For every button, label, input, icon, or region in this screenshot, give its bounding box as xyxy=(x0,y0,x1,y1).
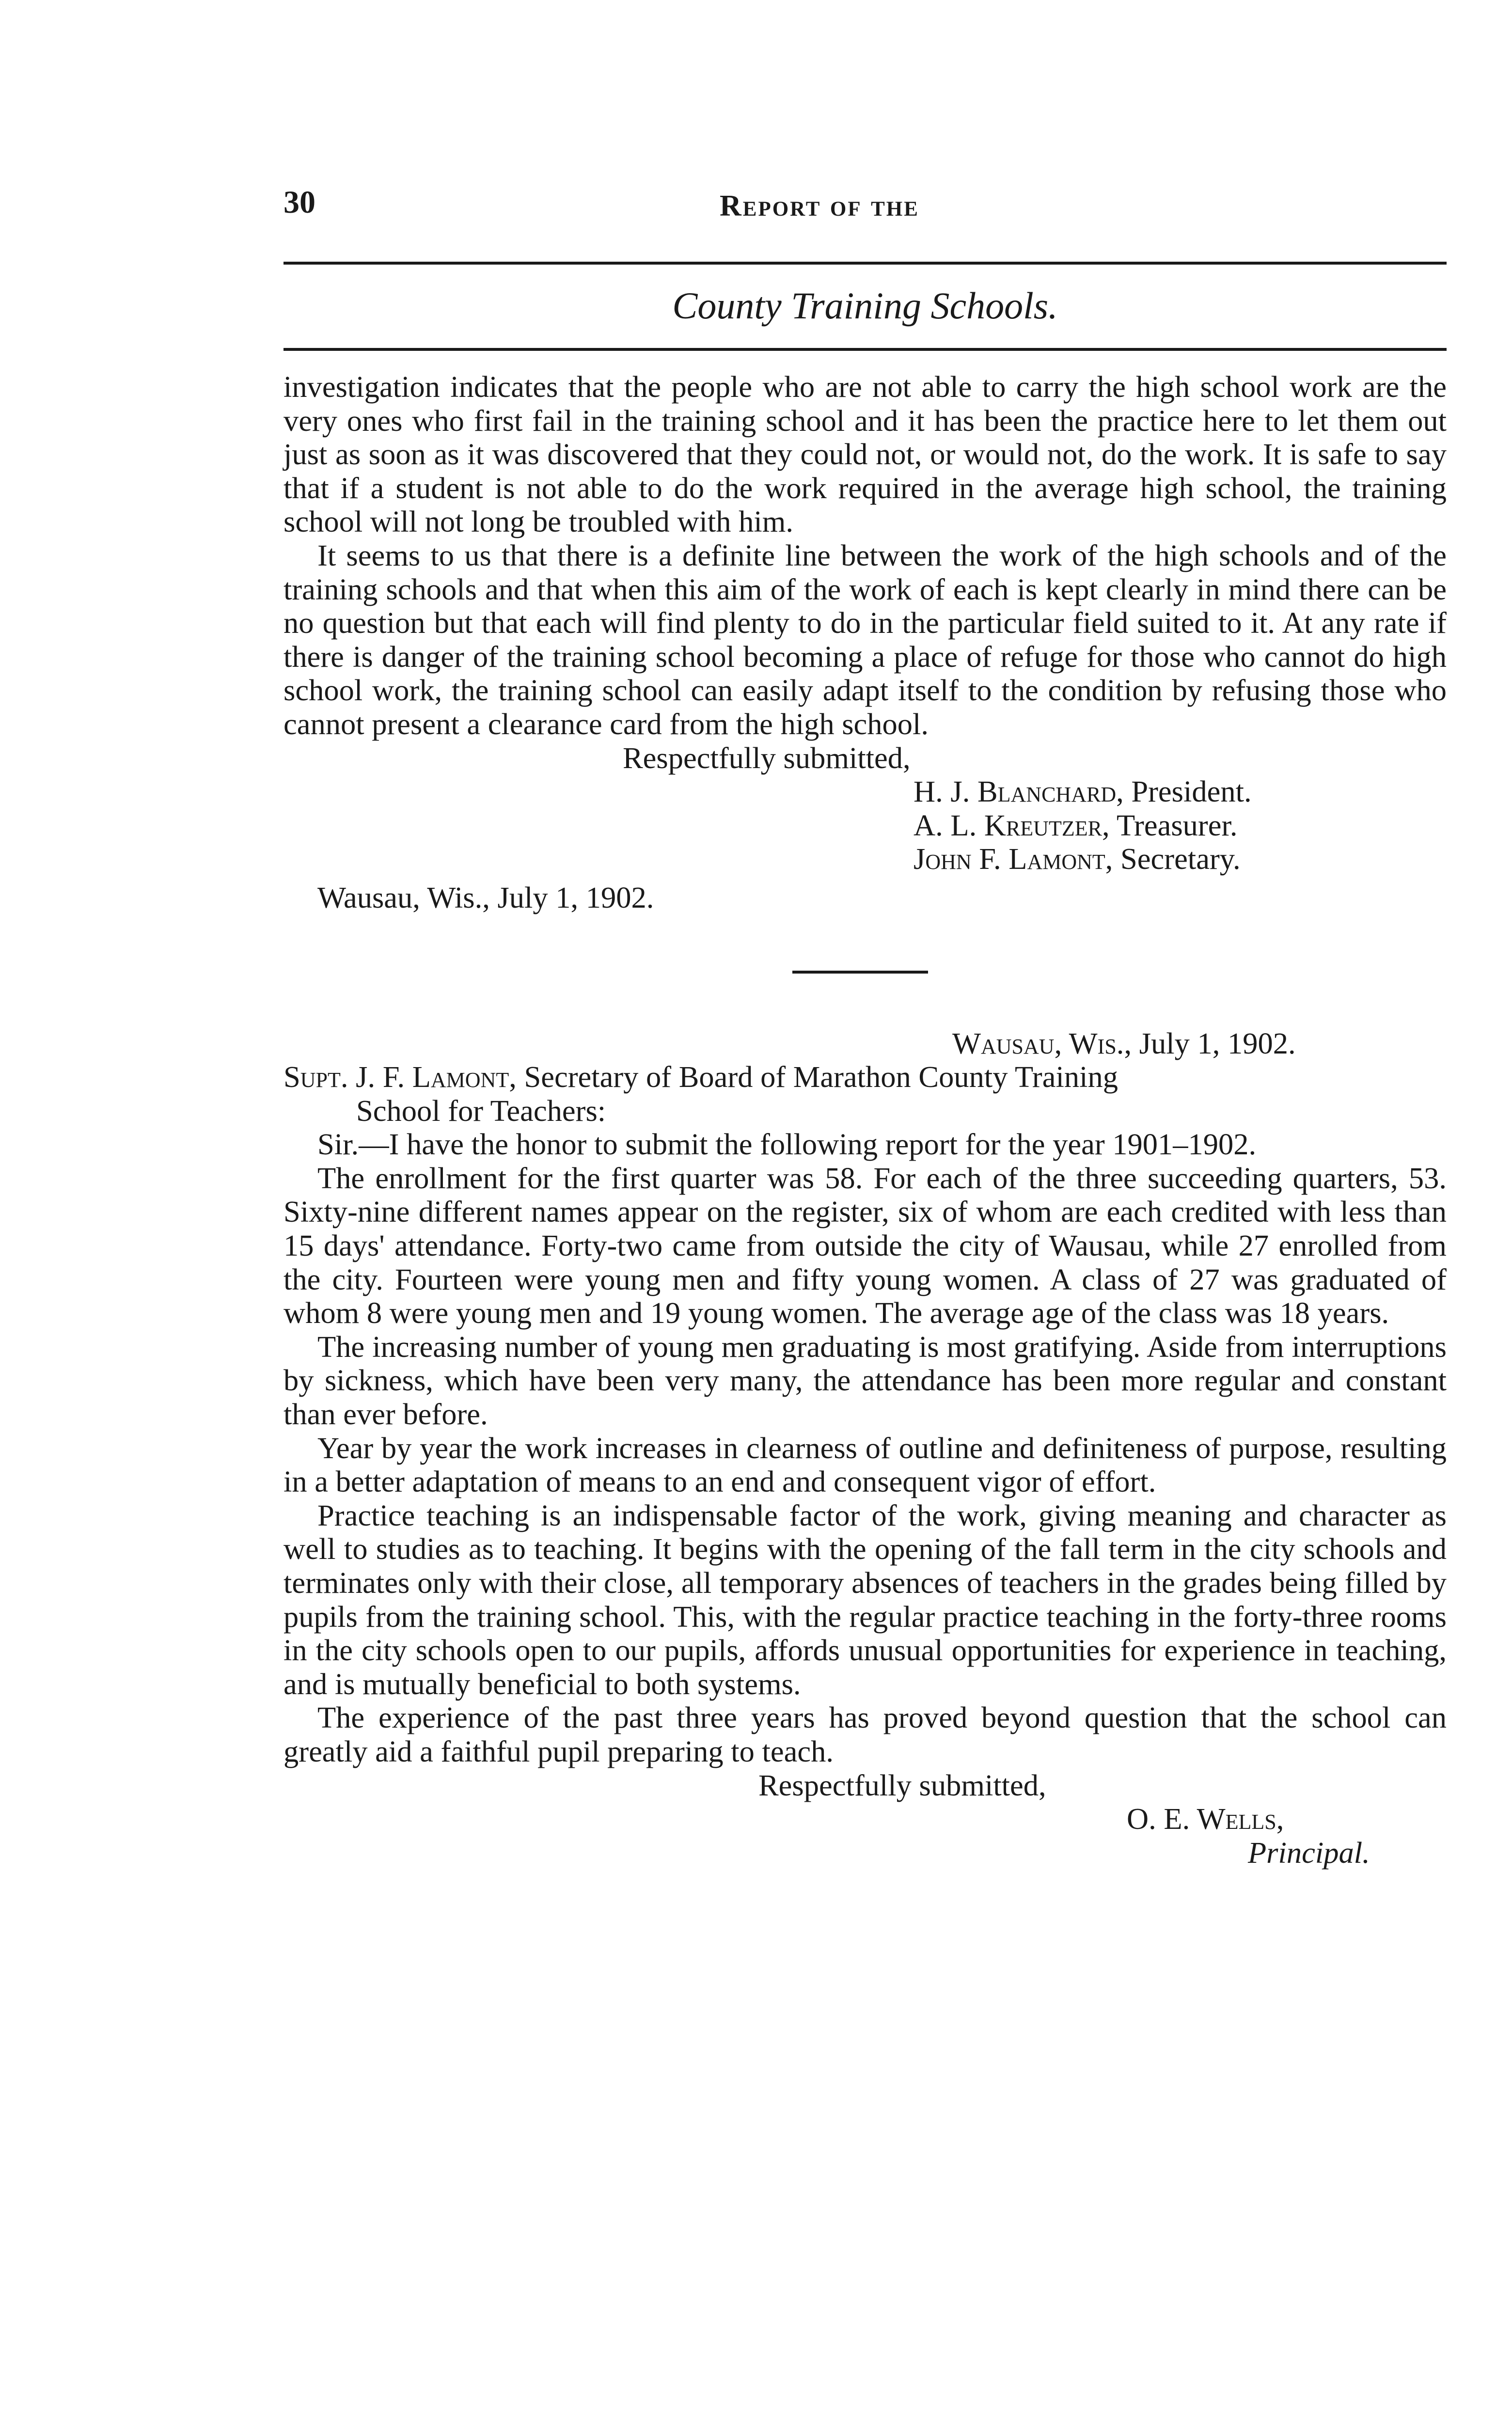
paragraph: Practice teaching is an indispensable factor of the work, giving meaning and character as well to studies as to teaching. It begins with the opening of the fall term in the city schools and terminates only with their close, all temporary absences of teachers in the grades being filled by pupils from the training school. This, with the regular practice teaching in the forty-three rooms in the city schools open to our pupils, affords unusual opportunities for experience in teaching, and is mutually beneficial to both systems. xyxy=(284,1498,1447,1701)
closing-line: Respectfully submitted, xyxy=(623,740,911,775)
place-date: Wausau, Wis., July 1, 1902. xyxy=(317,880,654,914)
signer-title: , Secretary. xyxy=(1105,842,1241,876)
signer-name: O. E. Wells, xyxy=(1127,1802,1284,1836)
document-page xyxy=(284,174,1447,1870)
paragraph: Year by year the work increases in clearness of outline and definiteness of purpose, resulting in a better adaptation of means to an end and consequent vigor of effort. xyxy=(284,1431,1447,1499)
page-header xyxy=(284,174,1447,233)
addressee-line xyxy=(284,1060,1447,1094)
salutation: Sir.—I have the honor to submit the following report for the year 1901–1902. xyxy=(317,1127,1257,1162)
signer-name: John F. Lamont xyxy=(914,842,1105,876)
signer-line xyxy=(284,775,1447,809)
dateline-place: Wausau, Wis. xyxy=(952,1026,1124,1060)
section-title: County Training Schools. xyxy=(672,284,1058,327)
addressee-rest: , Secretary of Board of Marathon County Training xyxy=(509,1060,1118,1094)
closing-line: Respectfully submitted, xyxy=(758,1768,1046,1802)
paragraph: The experience of the past three years has proved beyond question that the school can greatly aid a faithful pupil preparing to teach. xyxy=(284,1700,1447,1768)
paragraph: The increasing number of young men graduating is most gratifying. Aside from interruptions by sickness, which have been very many, the attendance has been more regular and constant than ever before. xyxy=(284,1329,1447,1432)
paragraph: investigation indicates that the people who are not able to carry the high school work are the very ones who first fail in the training school and it has been the practice here to let them out just as soon as it was discovered that they could not, or would not, do the work. It is safe to say that if a student is not able to do the work required in the average high school, the training school will not long be troubled with him. xyxy=(284,370,1447,539)
addressee-continuation: School for Teachers: xyxy=(356,1093,606,1128)
signer-name: A. L. Kreutzer xyxy=(914,808,1102,842)
running-title: Report of the xyxy=(720,189,919,222)
page-number: 30 xyxy=(284,185,315,220)
letter-board-report xyxy=(284,370,1447,915)
header-rule-bottom xyxy=(284,348,1447,351)
dateline-date: , July 1, 1902. xyxy=(1124,1026,1296,1060)
section-divider xyxy=(792,971,928,974)
signer-name: H. J. Blanchard xyxy=(914,774,1117,809)
paragraph: It seems to us that there is a definite line between the work of the high schools and of the training schools and that when this aim of the work of each is kept clearly in mind there can be no question but that each will find plenty to do in the particular field suited to it. At any rate if there is danger of the training school becoming a place of refuge for those who cannot do high school work, the training school can easily adapt itself to the condition by refusing those who cannot present a clearance card from the high school. xyxy=(284,538,1447,741)
dateline xyxy=(284,1027,1447,1061)
signer-line xyxy=(284,809,1447,843)
signer-title: Principal. xyxy=(1248,1835,1370,1870)
paragraph: The enrollment for the first quarter was 58. For each of the three succeeding quarters, 53. Sixty-nine different names appear on the register, six of whom are each credited with less than 15 days' attendance. Forty-two came from outside the city of Wausau, while 27 enrolled from the city. Fourteen were young men and fifty young women. A class of 27 was graduated of whom 8 were young men and 19 young women. The average age of the class was 18 years. xyxy=(284,1161,1447,1330)
signer-line xyxy=(284,842,1447,876)
signer-title: , President. xyxy=(1116,774,1252,809)
letter-principal-report xyxy=(284,1027,1447,1870)
addressee-name: Supt. J. F. Lamont xyxy=(284,1060,509,1094)
signer-title: , Treasurer. xyxy=(1102,808,1238,842)
